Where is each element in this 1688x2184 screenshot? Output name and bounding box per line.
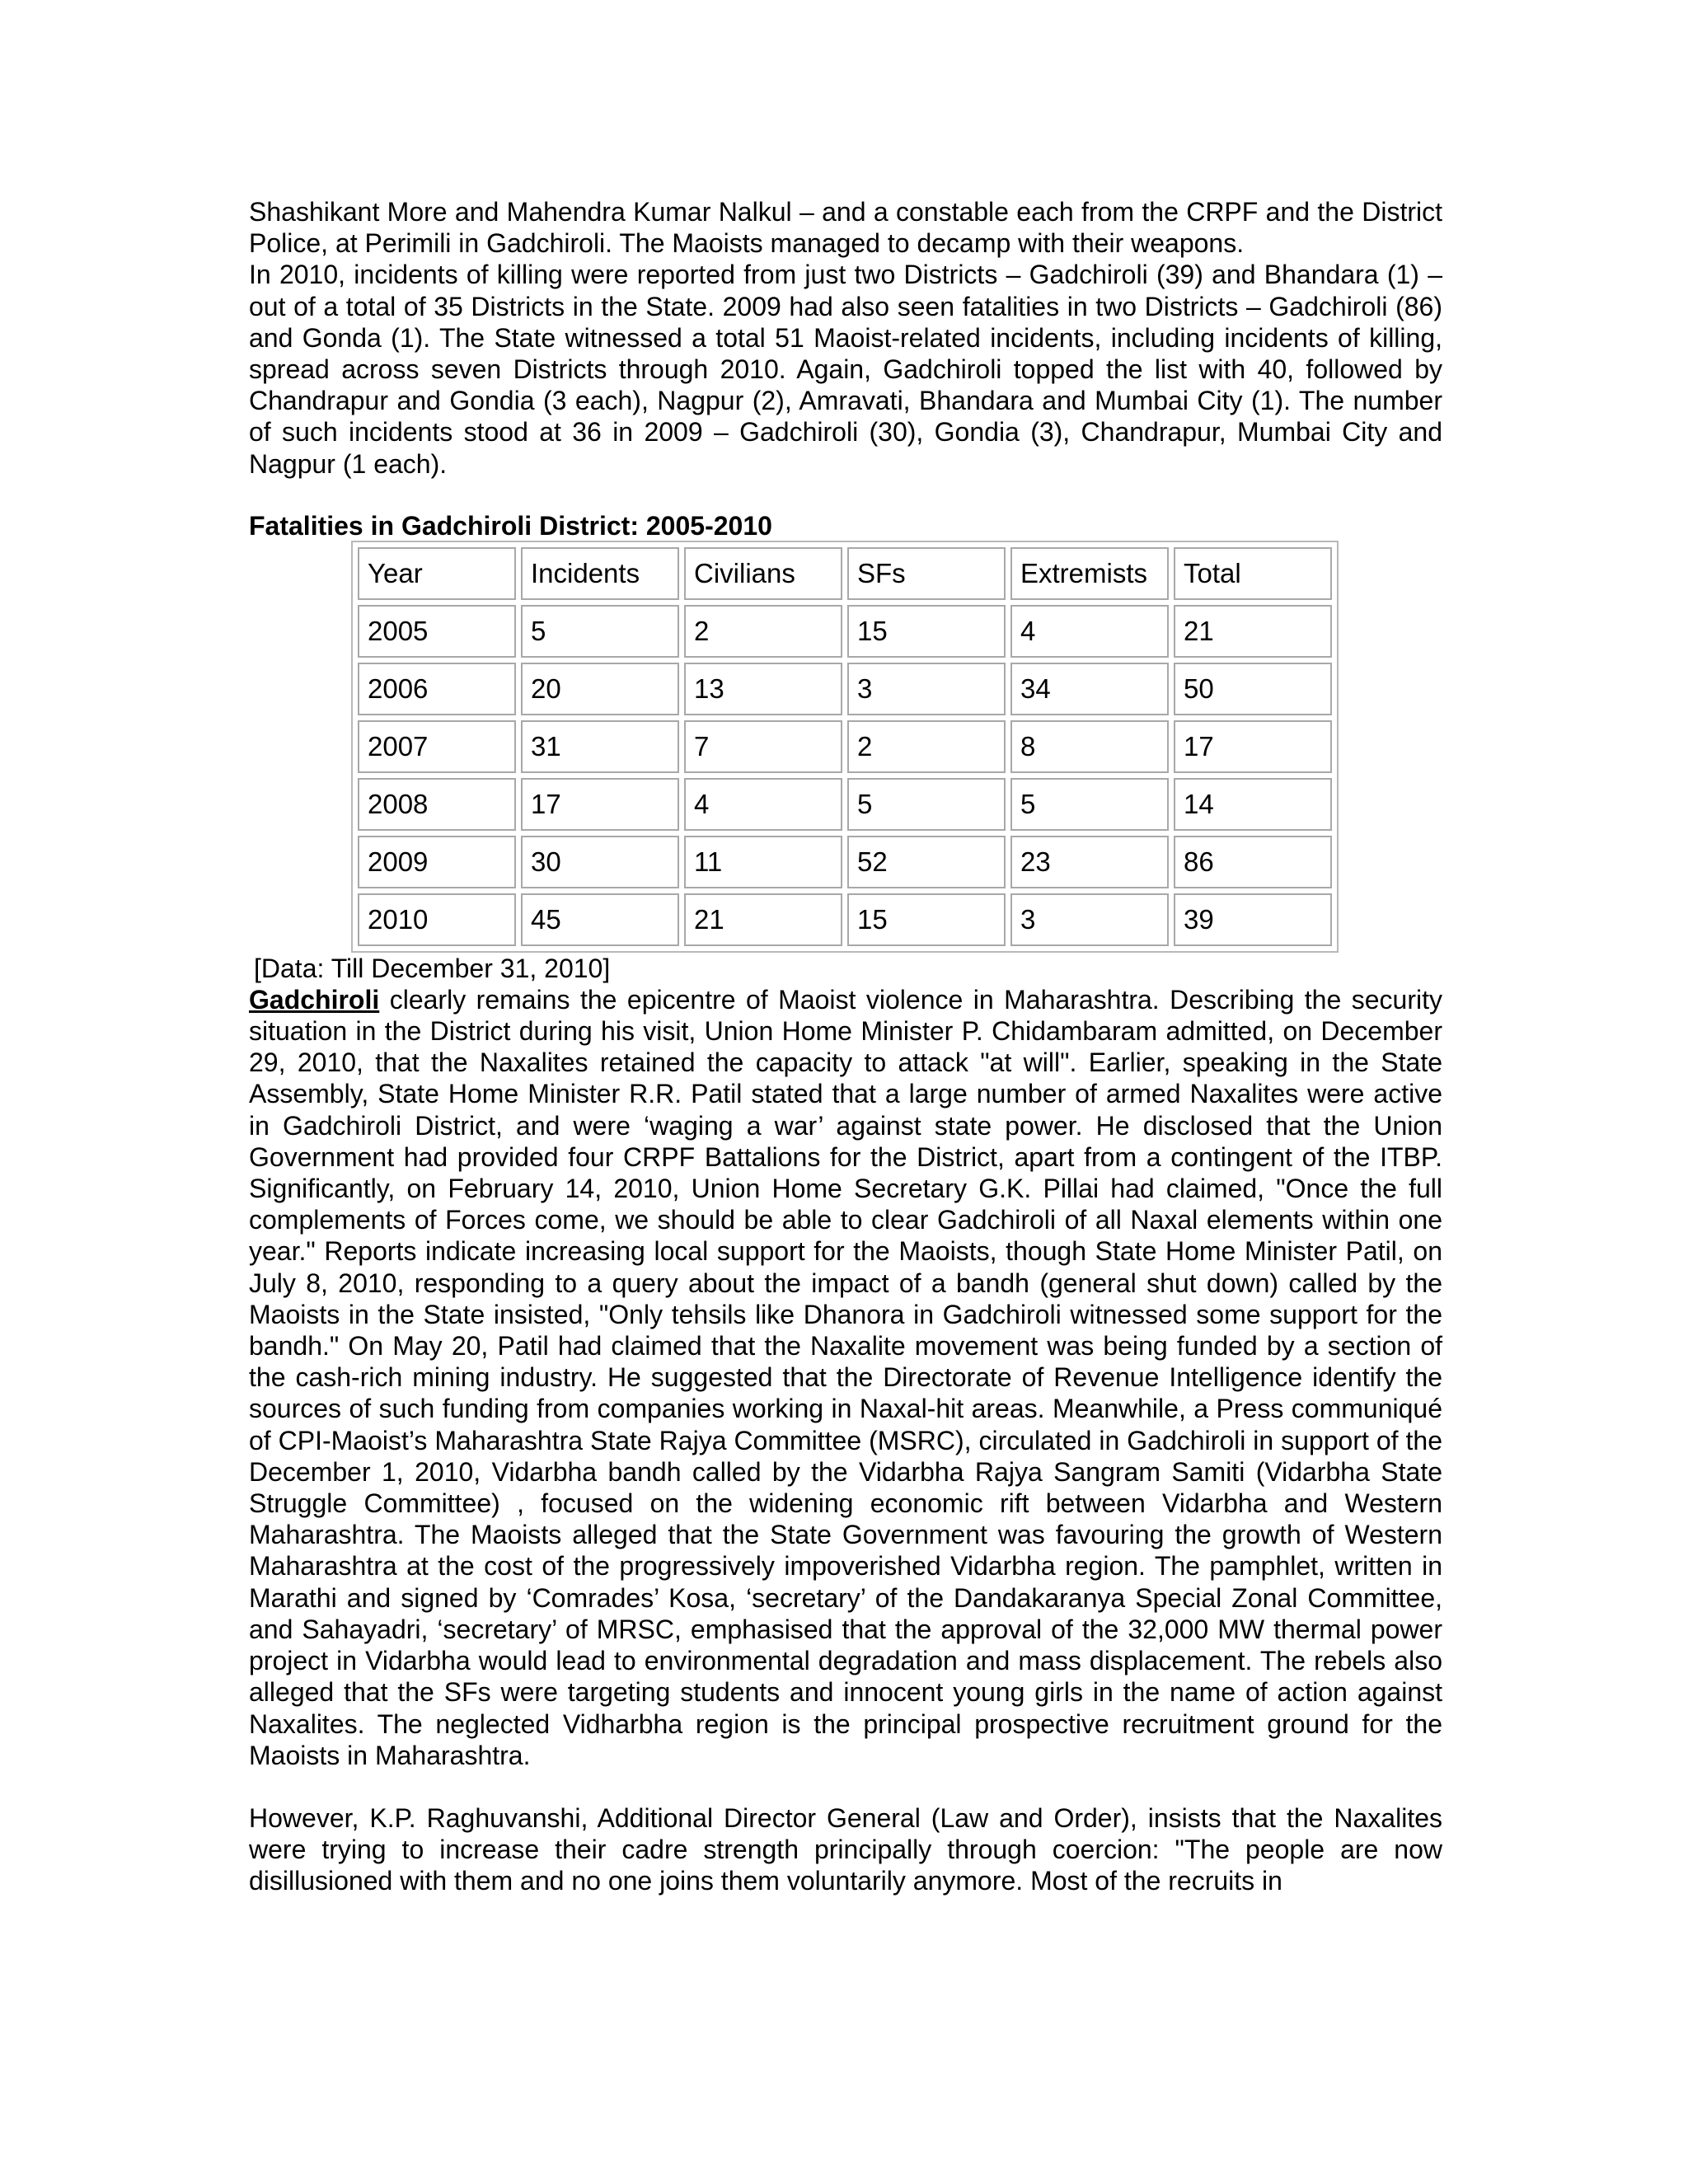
- table-cell: 21: [684, 893, 842, 946]
- table-cell: 15: [847, 893, 1006, 946]
- table-cell: 5: [847, 778, 1006, 831]
- data-note: [Data: Till December 31, 2010]: [254, 953, 611, 983]
- spacer: [249, 480, 1442, 511]
- header-cell: Incidents: [521, 547, 679, 600]
- table-cell: 20: [521, 663, 679, 715]
- table-cell: 2005: [358, 605, 516, 658]
- document-page: [249, 196, 1442, 1897]
- header-cell: Total: [1174, 547, 1332, 600]
- table-cell: 4: [1010, 605, 1169, 658]
- table-cell: 2008: [358, 778, 516, 831]
- table-cell: 14: [1174, 778, 1332, 831]
- table-cell: 34: [1010, 663, 1169, 715]
- table-cell: 8: [1010, 720, 1169, 773]
- table-cell: 7: [684, 720, 842, 773]
- table-cell: 2: [684, 605, 842, 658]
- table-cell: 3: [847, 663, 1006, 715]
- table-row: [358, 893, 1332, 946]
- table-cell: 17: [1174, 720, 1332, 773]
- paragraph-gadchiroli-epicentre: [249, 984, 1442, 1771]
- table-cell: 5: [521, 605, 679, 658]
- table-row: [358, 720, 1332, 773]
- table-cell: 2007: [358, 720, 516, 773]
- table-cell: 2010: [358, 893, 516, 946]
- fatalities-table-wrapper: [351, 541, 1339, 953]
- table-cell: 52: [847, 836, 1006, 888]
- table-cell: 2: [847, 720, 1006, 773]
- table-cell: 86: [1174, 836, 1332, 888]
- table-cell: 2009: [358, 836, 516, 888]
- table-cell: 39: [1174, 893, 1332, 946]
- paragraph-gadchiroli-text: clearly remains the epicentre of Maoist violence in Maharashtra. Describing the security situation in the District during his visit, Union Home Minister P. Chidambaram admitted, on December 29, 2010, that the Naxalites retained the capacity to attack "at will". Earlier, speaking in the State Assembly, State Home Minister R.R. Patil stated that a large number of armed Naxalites were active in Gadchiroli District, and were ‘waging a war’ against state power. He disclosed that the Union Government had provided four CRPF Battalions for the District, apart from a contingent of the ITBP. Significantly, on February 14, 2010, Union Home Secretary G.K. Pillai had claimed, "Once the full complements of Forces come, we should be able to clear Gadchiroli of all Naxal elements within one year." Reports indicate increasing local support for the Maoists, though State Home Minister Patil, on July 8, 2010, responding to a query about the impact of a bandh (general shut down) called by the Maoists in the State insisted, "Only tehsils like Dhanora in Gadchiroli witnessed some support for the bandh." On May 20, Patil had claimed that the Naxalite movement was being funded by a section of the cash-rich mining industry. He suggested that the Directorate of Revenue Intelligence identify the sources of such funding from companies working in Naxal-hit areas. Meanwhile, a Press communiqué of CPI-Maoist’s Maharashtra State Rajya Committee (MSRC), circulated in Gadchiroli in support of the December 1, 2010, Vidarbha bandh called by the Vidarbha Rajya Sangram Samiti (Vidarbha State Struggle Committee) , focused on the widening economic rift between Vidarbha and Western Maharashtra. The Maoists alleged that the State Government was favouring the growth of Western Maharashtra at the cost of the progressively impoverished Vidarbha region. The pamphlet, written in Marathi and signed by ‘Comrades’ Kosa, ‘secretary’ of the Dandakaranya Special Zonal Committee, and Sahayadri, ‘secretary’ of MRSC, emphasised that the approval of the 32,000 MW thermal power project in Vidarbha would lead to environmental degradation and mass displacement. The rebels also alleged that the SFs were targeting students and innocent young girls in the name of action against Naxalites. The neglected Vidharbha region is the principal prospective recruitment ground for the Maoists in Maharashtra.: [249, 984, 1442, 1770]
- paragraph-2010-incidents: In 2010, incidents of killing were reported from just two Districts – Gadchiroli (39) and Bhandara (1) – out of a total of 35 Districts in the State. 2009 had also seen fatalities in two Districts – Gadchiroli (86) and Gonda (1). The State witnessed a total 51 Maoist-related incidents, including incidents of killing, spread across seven Districts through 2010. Again, Gadchiroli topped the list with 40, followed by Chandrapur and Gondia (3 each), Nagpur (2), Amravati, Bhandara and Mumbai City (1). The number of such incidents stood at 36 in 2009 – Gadchiroli (30), Gondia (3), Chandrapur, Mumbai City and Nagpur (1 each).: [249, 260, 1442, 479]
- table-cell: 50: [1174, 663, 1332, 715]
- table-cell: 13: [684, 663, 842, 715]
- table-cell: 15: [847, 605, 1006, 658]
- table-cell: 17: [521, 778, 679, 831]
- gadchiroli-link[interactable]: Gadchiroli: [249, 984, 380, 1015]
- header-cell: Extremists: [1010, 547, 1169, 600]
- header-cell: Year: [358, 547, 516, 600]
- table-row: [358, 778, 1332, 831]
- paragraph-perimili: Shashikant More and Mahendra Kumar Nalkul – and a constable each from the CRPF and the District Police, at Perimili in Gadchiroli. The Maoists managed to decamp with their weapons.: [249, 197, 1442, 259]
- table-cell: 21: [1174, 605, 1332, 658]
- table-cell: 23: [1010, 836, 1169, 888]
- table-row: [358, 836, 1332, 888]
- spacer: [249, 1771, 1442, 1802]
- table-cell: 2006: [358, 663, 516, 715]
- table-row: [358, 663, 1332, 715]
- table-cell: 3: [1010, 893, 1169, 946]
- table-cell: 45: [521, 893, 679, 946]
- paragraph-raghuvanshi: However, K.P. Raghuvanshi, Additional Director General (Law and Order), insists that the Naxalites were trying to increase their cadre strength principally through coercion: "The people are now disillusioned with them and no one joins them voluntarily anymore. Most of the recruits in: [249, 1802, 1442, 1896]
- header-cell: SFs: [847, 547, 1006, 600]
- table-cell: 31: [521, 720, 679, 773]
- table-heading: Fatalities in Gadchiroli District: 2005-2010: [249, 510, 772, 541]
- table-cell: 30: [521, 836, 679, 888]
- fatalities-table: [351, 541, 1339, 953]
- table-cell: 5: [1010, 778, 1169, 831]
- header-cell: Civilians: [684, 547, 842, 600]
- table-header-row: [358, 547, 1332, 600]
- table-row: [358, 605, 1332, 658]
- table-cell: 11: [684, 836, 842, 888]
- table-cell: 4: [684, 778, 842, 831]
